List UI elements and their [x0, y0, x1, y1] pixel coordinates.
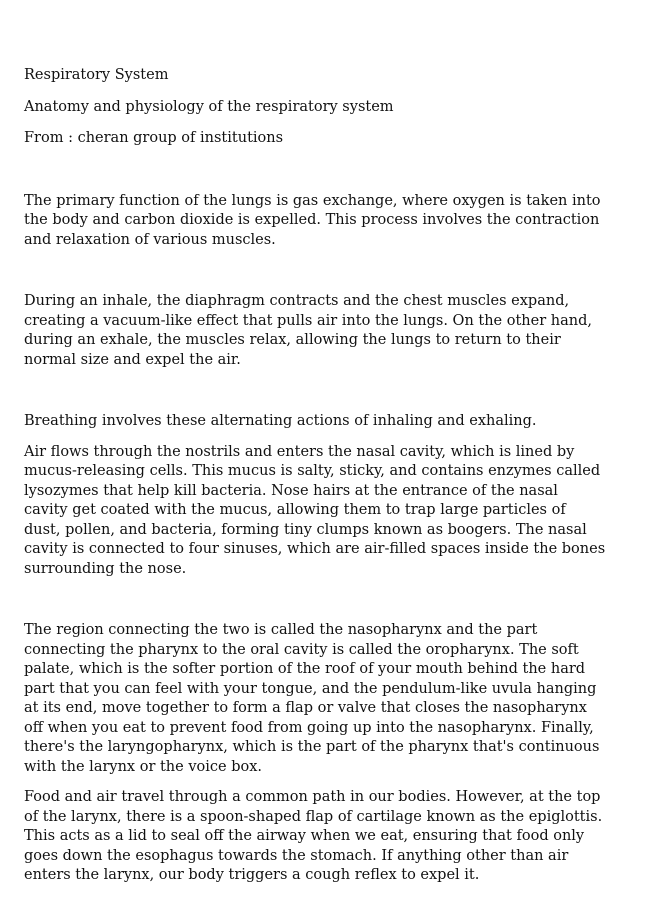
spacer	[24, 432, 606, 443]
paragraph-inhale-exhale: During an inhale, the diaphragm contracts and the chest muscles expand, creating a vacuum-like effect that pulls air into the lungs. On the other hand, during an exhale, the muscles relax, allowing the lungs to return to their normal size and expel the air.	[24, 293, 592, 368]
paragraph-gas-exchange: The primary function of the lungs is gas exchange, where oxygen is taken into the body and carbon dioxide is expelled. This process involves the contraction and relaxation of various muscles.	[24, 192, 601, 248]
spacer	[24, 610, 606, 621]
spacer	[24, 250, 606, 281]
paragraph-epiglottis: Food and air travel through a common path in our bodies. However, at the top of the larynx, there is a spoon-shaped flap of cartilage known as the epiglottis. This acts as a lid to seal off the airway when we eat, ensuring that food only goes down the esophagus towards the stomach. If anything other than air enters the larynx, our body triggers a cough reflex to expel it.	[24, 789, 603, 883]
paragraph-breathing: Breathing involves these alternating actions of inhaling and exhaling.	[24, 413, 537, 429]
spacer	[24, 281, 606, 292]
spacer	[24, 161, 606, 192]
spacer	[24, 401, 606, 412]
paragraph-nasal-cavity: Air flows through the nostrils and enters the nasal cavity, which is lined by mucus-releasing cells. This mucus is salty, sticky, and contains enzymes called lysozymes that help kill bacteria. Nose hairs at the entrance of the nasal cavity get coated with the mucus, allowing them to trap large particles of dust, pollen, and bacteria, forming tiny clumps known as boogers. The nasal cavity is connected to four sinuses, which are air-filled spaces inside the bones surrounding the nose.	[24, 443, 606, 577]
document-title: Respiratory System	[24, 67, 169, 83]
spacer	[24, 777, 606, 788]
spacer	[24, 579, 606, 610]
spacer	[24, 370, 606, 401]
document-subtitle: Anatomy and physiology of the respiratory system	[24, 98, 394, 115]
document-source: From : cheran group of institutions	[24, 130, 284, 146]
paragraph-pharynx: The region connecting the two is called the nasopharynx and the part connecting the pharynx to the oral cavity is called the oropharynx. The soft palate, which is the softer portion of the roof of your mouth behind the hard part that you can feel with your tongue, and the pendulum-like uvula hanging at its end, move together to form a flap or valve that closes the nasopharynx off when you eat to prevent food from going up into the nasopharynx. Finally, there's the laryngopharynx, which is the part of the pharynx that's continuous with the larynx or the voice box.	[24, 622, 600, 775]
